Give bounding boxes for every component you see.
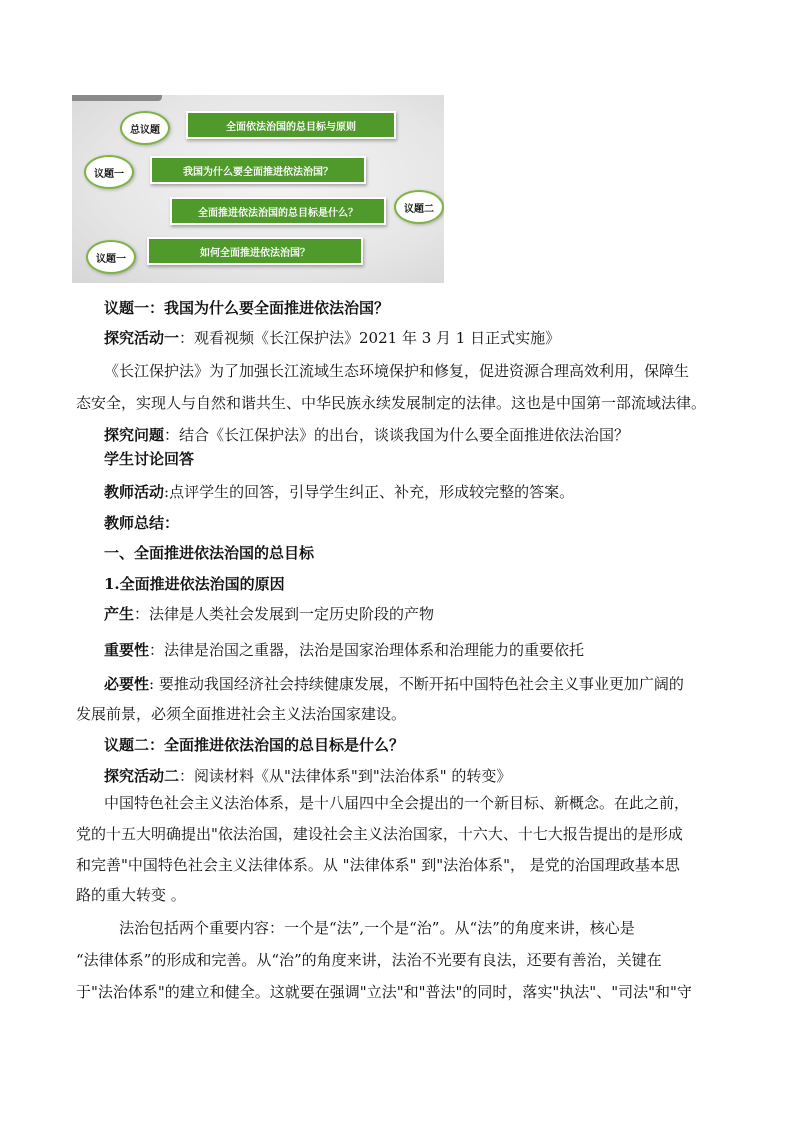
discussion-heading: 学生讨论回答 — [104, 450, 195, 468]
question-line — [104, 425, 629, 445]
teacher-summary-heading: 教师总结： — [104, 514, 180, 532]
necessity-text-line1: : 要推动我国经济社会持续健康发展，不断开拓中国特色社会主义事业更加广阔的 — [149, 675, 684, 693]
diagram-top-bar — [72, 95, 162, 101]
produce-text: ：法律是人类社会发展到一定历史阶段的产物 — [134, 605, 435, 623]
topic3-bubble: 议题一 — [86, 240, 136, 274]
activity2-text: ：阅读材料《从"法律体系"到"法治体系" 的转变》 — [179, 767, 512, 785]
activity1-text: ：观看视频《长江保护法》2021 年 3 月 1 日正式实施》 — [179, 329, 561, 347]
topic1-bubble: 议题一 — [84, 155, 134, 189]
main-topic-bar: 全面依法治国的总目标与原则 — [186, 111, 396, 139]
topic2-bubble: 议题二 — [394, 190, 444, 224]
necessity-label: 必要性 — [104, 675, 150, 693]
activity2-line — [104, 766, 511, 786]
teacher-activity-text: :点评学生的回答，引导学生纠正、补充，形成较完整的答案。 — [164, 483, 575, 501]
teacher-activity-line — [104, 482, 574, 502]
para3-line1: 法治包括两个重要内容：一个是“法”,一个是“治”。从“法”的角度来讲，核心是 — [119, 919, 635, 937]
necessity-line2: 发展前景，必须全面推进社会主义法治国家建设。 — [76, 705, 407, 723]
produce-line — [104, 604, 434, 624]
para2-line4: 路的重大转变 。 — [76, 886, 186, 904]
para3-line3: 于"法治体系"的建立和健全。这就要在强调"立法"和"普法"的同时，落实"执法"、"司法"和"守 — [76, 983, 692, 1001]
para2-line1: 中国特色社会主义法治体系，是十八届四中全会提出的一个新目标、新概念。在此之前， — [104, 794, 690, 812]
question-label: 探究问题 — [104, 426, 165, 444]
topic-diagram — [72, 95, 444, 283]
topic3-bar: 如何全面推进依法治国？ — [147, 237, 363, 265]
subsection1-heading: 1.全面推进依法治国的原因 — [104, 575, 285, 593]
topic2-bar: 全面推进依法治国的总目标是什么？ — [170, 197, 386, 225]
section1-heading: 一、全面推进依法治国的总目标 — [104, 544, 315, 562]
para2-line2: 党的十五大明确提出"依法治国，建设社会主义法治国家，十六大、十七大报告提出的是形成 — [76, 825, 683, 843]
question-text: ：结合《长江保护法》的出台，谈谈我国为什么要全面推进依法治国？ — [164, 426, 630, 444]
para3-line2: “法律体系”的形成和完善。从“治”的角度来讲，法治不光要有良法，还要有善治，关键在 — [76, 951, 662, 969]
activity1-line — [104, 328, 560, 348]
activity1-label: 探究活动一 — [104, 329, 180, 347]
topic1-bar: 我国为什么要全面推进依法治国？ — [150, 156, 366, 184]
importance-text: ：法律是治国之重器，法治是国家治理体系和治理能力的重要依托 — [149, 641, 585, 659]
importance-line — [104, 640, 584, 660]
para1-line2: 态安全，实现人与自然和谐共生、中华民族永续发展制定的法律。这也是中国第一部流域法律。 — [76, 394, 707, 412]
produce-label: 产生 — [104, 605, 135, 623]
activity2-label: 探究活动二 — [104, 767, 180, 785]
topic1-heading: 议题一：我国为什么要全面推进依法治国？ — [104, 299, 390, 317]
teacher-activity-label: 教师活动 — [104, 483, 165, 501]
para2-line3: 和完善"中国特色社会主义法律体系。从 "法律体系" 到"法治体系"， 是党的治国理政基本思 — [76, 856, 680, 874]
necessity-line1 — [104, 674, 684, 694]
para1-line1: 《长江保护法》为了加强长江流域生态环境保护和修复，促进资源合理高效利用，保障生 — [104, 362, 690, 380]
importance-label: 重要性 — [104, 641, 150, 659]
topic2-heading: 议题二：全面推进依法治国的总目标是什么？ — [104, 736, 405, 754]
main-topic-bubble: 总议题 — [120, 111, 170, 145]
